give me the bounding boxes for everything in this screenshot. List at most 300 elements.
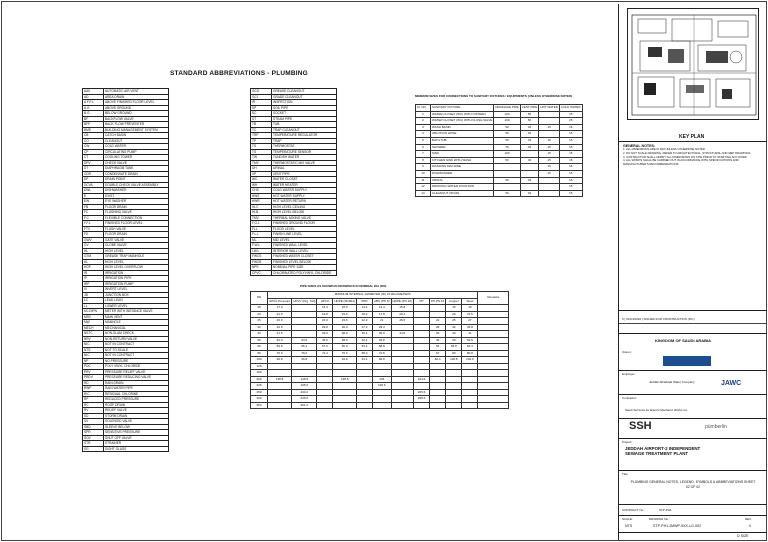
abbreviation-meaning: THERMOSTATIC MIX VALVE	[272, 160, 337, 166]
abbreviation-meaning: NOT IN CONTRACT	[104, 353, 169, 359]
table-cell	[539, 184, 560, 191]
table-cell: 17.8	[372, 311, 391, 318]
abbreviation-meaning: IRRIGATION	[104, 270, 169, 276]
abbreviation-code: STR	[83, 441, 104, 447]
table-cell	[317, 402, 333, 409]
table-cell: 150	[251, 370, 268, 377]
table-cell: CLEANOUT OR MH	[431, 190, 494, 197]
abbreviation-meaning: HIGH LEVEL CEILING	[272, 204, 337, 210]
table-cell: 76.0	[292, 350, 317, 357]
table-cell	[539, 190, 560, 197]
table-cell: 21	[372, 318, 391, 325]
abbreviation-meaning: REDUCED PRESSURE	[104, 397, 169, 403]
abbreviation-code: CW	[83, 144, 104, 150]
table-header-cell: COLD WATER	[559, 105, 582, 112]
page-title: STANDARD ABBREVIATIONS - PLUMBING	[170, 70, 308, 77]
table-cell: 80.8	[462, 350, 478, 357]
table-header-cell: Copper	[446, 298, 462, 305]
abbreviation-code: F.W.L	[251, 243, 272, 249]
abbreviation-code: CHS	[251, 188, 272, 194]
table-cell: 196.6	[372, 383, 391, 390]
table-cell: 8	[416, 157, 431, 164]
key-plan-label: KEY PLAN	[679, 134, 705, 140]
table-cell: 44.5	[391, 331, 414, 338]
abbreviation-code: BMS	[83, 127, 104, 133]
abbreviation-code: GTM	[83, 254, 104, 260]
abbreviation-code: SC	[251, 111, 272, 117]
general-notes-title: GENERAL NOTES:	[623, 144, 656, 148]
general-notes	[623, 144, 761, 167]
table-cell: 72.8	[372, 350, 391, 357]
abbreviation-code: PDC	[83, 364, 104, 370]
abbreviation-code: NSTC	[83, 331, 104, 337]
abbreviation-code: MW	[83, 320, 104, 326]
table-cell: 250	[251, 389, 268, 396]
table-row	[251, 402, 509, 409]
table-cell: 38.0	[333, 331, 357, 338]
table-cell: 50	[494, 124, 520, 131]
abbreviation-code: CO	[83, 138, 104, 144]
abbreviation-meaning: MANHOLE	[104, 320, 169, 326]
abbreviation-meaning: HOT WATER SUPPLY	[272, 193, 337, 199]
table-cell: 22.2	[356, 318, 372, 325]
table-cell: 23.6	[333, 318, 357, 325]
abbreviation-code: MRV	[83, 314, 104, 320]
abbreviation-meaning: FINISHED LEVEL BELOW	[272, 259, 337, 265]
abbreviation-code: GV	[83, 243, 104, 249]
abbreviation-meaning: FINISHED WALL LEVEL	[272, 243, 337, 249]
employer-label: Employer:	[622, 372, 636, 376]
abbreviation-code: VP	[251, 171, 272, 177]
table-cell: 41	[462, 331, 478, 338]
abbreviation-meaning: CATCH BASIN	[104, 133, 169, 139]
abbreviation-meaning: NO PRESSURE	[104, 358, 169, 364]
table-cell: 7	[416, 151, 431, 158]
table-row	[416, 170, 583, 177]
table-cell: 68.0	[356, 350, 372, 357]
abbreviation-code: ST	[251, 116, 272, 122]
table-cell	[539, 118, 560, 125]
abbreviation-meaning: MAIN VENT	[104, 314, 169, 320]
table-cell: 35.4	[356, 331, 372, 338]
table-cell: 15	[559, 151, 582, 158]
table-cell: 50	[520, 118, 539, 125]
table-cell: 50	[494, 137, 520, 144]
table-cell: 22	[430, 318, 446, 325]
table-header-cell: ABS (PN 6)	[373, 298, 390, 303]
abbreviation-meaning: STORM DRAIN	[104, 413, 169, 419]
table-header-cell: Sl. NO.	[416, 105, 431, 112]
abbreviation-meaning: LEAD LEAN	[104, 298, 169, 304]
abbreviation-meaning: INSPECTION	[272, 100, 337, 106]
drawing-number: STP-PH1-JMWP-5XX-LG-002	[653, 524, 702, 528]
abbreviation-code: EW	[83, 199, 104, 205]
abbreviation-code: WH	[251, 182, 272, 188]
general-note-item: 1. ALL DIMENSIONS ARE IN MM UNLESS OTHERWISE NOTED.	[623, 147, 706, 151]
project-name: JEDDAH AIRPORT-2 INDEPENDENT SEWAGE TREATMENT PLANT	[625, 446, 701, 457]
table-header-cell: SANITARY FIXTURE	[431, 105, 494, 112]
table-header-cell: DRAINAGE PIPE	[494, 105, 520, 112]
table-cell: 9	[416, 164, 431, 171]
remarks-header: Remarks	[478, 292, 509, 305]
table-cell: 15	[539, 164, 560, 171]
abbreviation-code: PRV	[83, 369, 104, 375]
abbreviation-meaning: SOLENOID VALVE	[104, 419, 169, 425]
table-cell: 17.0	[268, 305, 292, 312]
table-cell: 13.4	[372, 305, 391, 312]
divider	[619, 532, 767, 533]
abbreviation-code: TB	[251, 122, 272, 128]
table-cell: WATER CLOSET (WC) WITH CISTERN	[431, 111, 494, 118]
revision-line: 0 | 01/04/2020 | ISSUED FOR CONSTRUCTION (IFC)	[622, 317, 695, 321]
table-cell: 35.8	[462, 324, 478, 331]
divider	[619, 515, 767, 516]
owner-label: Owner:	[622, 350, 632, 354]
table-cell: 148.8	[268, 376, 292, 383]
abbreviation-meaning: HIGH LEVEL BELOW	[272, 210, 337, 216]
abbreviation-row	[83, 446, 169, 452]
table-cell: 52.0	[268, 337, 292, 344]
abbreviation-meaning: SOCKET	[272, 111, 337, 117]
table-cell: 125	[251, 363, 268, 370]
abbreviation-meaning: URINAL	[272, 166, 337, 172]
table-cell: 25	[251, 318, 268, 325]
abbreviation-code: IP	[83, 276, 104, 282]
abbreviation-meaning: BELOW GROUND	[104, 111, 169, 117]
fixture-table-title: MINIMUM SIZES FOR CONNECTIONS TO SANITARY FIXTURES / EQUIPMENTS (UNLESS OTHERWISE NOTED)	[415, 94, 573, 98]
abbreviation-meaning: COLD WATER SUPPLY	[272, 188, 337, 194]
abbreviation-meaning: HIGH LEVEL	[104, 248, 169, 254]
table-cell: 15	[559, 184, 582, 191]
table-cell	[539, 131, 560, 138]
abbreviation-meaning: VENT PIPE	[272, 171, 337, 177]
abbreviation-code: HOF	[83, 265, 104, 271]
abbreviation-code: AAV	[83, 89, 104, 95]
divider	[619, 470, 767, 471]
table-cell: ABLUTION HOSE	[431, 131, 494, 138]
table-cell: 25	[559, 118, 582, 125]
abbreviation-meaning: FINISHED FLOOR LEVEL	[104, 221, 169, 227]
abbreviation-code: RC	[83, 402, 104, 408]
table-cell: 15.0	[333, 305, 357, 312]
abbreviation-code: DPV	[83, 160, 104, 166]
table-header-cell: HDPE (PN 10)	[392, 298, 413, 303]
abbreviation-meaning: FINISH LINE LEVEL	[272, 232, 337, 238]
table-cell: 15	[559, 131, 582, 138]
table-cell	[520, 164, 539, 171]
table-header-row	[416, 105, 583, 112]
table-cell: 75	[494, 144, 520, 151]
abbreviation-meaning: GLOBE VALVE	[104, 243, 169, 249]
abbreviation-code: SG	[83, 446, 104, 452]
table-cell	[494, 164, 520, 171]
abbreviation-code: UH	[251, 166, 272, 172]
abbreviation-code: FC	[83, 210, 104, 216]
table-cell: 32	[520, 190, 539, 197]
table-cell: 258.6	[414, 396, 430, 403]
abbreviation-code: HLC	[251, 204, 272, 210]
table-cell: 14.4	[356, 305, 372, 312]
contract-number: STP-PH1	[659, 508, 672, 512]
table-cell: 205.6	[414, 389, 430, 396]
table-cell: KITCHEN SINK WITH WASH	[431, 157, 494, 164]
abbreviation-code: E	[83, 193, 104, 199]
abbreviation-code: BF	[83, 116, 104, 122]
abbreviation-code: JB	[83, 292, 104, 298]
abbreviation-code: TW	[251, 155, 272, 161]
divider	[619, 394, 767, 395]
table-cell: 11	[416, 177, 431, 184]
abbreviation-code: RIC	[83, 391, 104, 397]
table-row	[416, 184, 583, 191]
partner-logo: pümberlin	[705, 424, 727, 430]
table-row	[416, 157, 583, 164]
abbreviation-meaning: IRRIGATION PUMP	[104, 281, 169, 287]
table-cell: 40	[251, 331, 268, 338]
table-cell: 16	[462, 305, 478, 312]
abbreviation-meaning: NON-RETURN VALVE	[104, 336, 169, 342]
abbreviation-code: CDR	[83, 171, 104, 177]
table-cell: 76.0	[333, 350, 357, 357]
abbreviation-meaning: INTERIOR WALL LEVEL	[272, 248, 337, 254]
abbreviation-meaning: NOT TO SCALE	[104, 347, 169, 353]
abbreviation-meaning: TRAP CLEANOUT	[272, 127, 337, 133]
abbreviation-meaning: FLOOR DRAIN	[104, 232, 169, 238]
table-cell: 50	[251, 337, 268, 344]
table-cell: 243.2	[292, 389, 317, 396]
table-cell	[333, 402, 357, 409]
table-cell: 6	[416, 144, 431, 151]
abbreviation-code: MECH	[83, 325, 104, 331]
table-cell: 76.0	[268, 350, 292, 357]
abbreviation-meaning: THERMOSTAT	[272, 144, 337, 150]
abbreviation-meaning: RAIN WATER PIPE	[104, 386, 169, 392]
abbreviation-meaning: ABOVE FINISHED FLOOR LEVEL	[104, 100, 169, 106]
abbreviation-meaning: JUNCTION BOX	[104, 292, 169, 298]
table-cell: 301.2	[292, 402, 317, 409]
table-cell: 80	[251, 350, 268, 357]
general-note-item: 4. ALL WORKS SHALL BE CARRIED OUT IN ACCORDANCE WITH SPECIFICATIONS AND	[623, 158, 739, 163]
table-cell: 32	[520, 177, 539, 184]
table-cell: 15.4	[317, 305, 333, 312]
abbreviation-code: F.G.L	[251, 221, 272, 227]
abbreviation-code: LL	[83, 303, 104, 309]
abbreviation-code: DP	[83, 177, 104, 183]
table-cell: 15	[539, 124, 560, 131]
table-cell: 50	[494, 177, 520, 184]
table-cell: 300	[251, 396, 268, 403]
abbreviation-code: A.G	[83, 105, 104, 111]
abbreviation-meaning: HIGH LEVEL	[104, 259, 169, 265]
abbreviation-code: HLB	[251, 210, 272, 216]
abbreviation-code: FWCS	[251, 254, 272, 260]
ssh-logo: SSH	[629, 420, 652, 432]
abbreviation-code: RWP	[83, 386, 104, 392]
abbreviation-code: A.F.F.L	[83, 100, 104, 106]
table-cell: 53.4	[356, 344, 372, 351]
title-label: Title:	[622, 472, 629, 476]
table-cell: 48.0	[333, 337, 357, 344]
table-row	[416, 177, 583, 184]
abbreviation-code: DCVA	[83, 182, 104, 188]
table-cell: 149.8	[292, 376, 317, 383]
table-cell: 96.8	[372, 357, 391, 364]
table-cell: 65.4	[292, 344, 317, 351]
abbreviation-meaning: CLEANOUT	[104, 138, 169, 144]
abbreviation-meaning: WATER HEATER	[272, 182, 337, 188]
abbreviation-code: RP	[83, 397, 104, 403]
table-cell: 4	[416, 131, 431, 138]
table-cell: 46.6	[317, 337, 333, 344]
table-header-cell: HOT WATER	[539, 105, 560, 112]
table-cell: 32	[520, 131, 539, 138]
table-cell: SINK	[431, 151, 494, 158]
table-header-row	[251, 298, 509, 305]
abbreviation-code: CP	[83, 149, 104, 155]
project-label: Project:	[622, 440, 633, 444]
abbreviation-meaning: PRESSURE REDUCING VALVE	[104, 375, 169, 381]
general-note-item: MANUFACTURER'S RECOMMENDATIONS.	[623, 162, 680, 167]
divider	[619, 504, 767, 505]
table-cell: 65.8	[446, 344, 462, 351]
scale-value: NTS	[625, 524, 633, 528]
abbreviation-meaning: FINISHED GROUND FLOOR	[272, 221, 337, 227]
table-cell: 32	[251, 324, 268, 331]
divider	[619, 418, 767, 419]
table-cell: 2	[416, 118, 431, 125]
abbreviation-meaning: TRAP	[272, 138, 337, 144]
table-cell: 104.3	[462, 357, 478, 364]
abbreviation-code: TMV	[251, 160, 272, 166]
abbreviation-meaning: NON-SLAM CHECK	[104, 331, 169, 337]
abbreviation-meaning: STEAM PIPE	[272, 116, 337, 122]
table-row	[416, 131, 583, 138]
table-cell	[430, 402, 446, 409]
abbreviation-code: FWCB	[251, 259, 272, 265]
table-cell: 19.8	[317, 311, 333, 318]
table-cell: 28	[430, 324, 446, 331]
table-cell: WATER CLOSET (WC) WITH FLUSH VALVE	[431, 118, 494, 125]
table-cell: 225	[251, 383, 268, 390]
employer-name: Jeddah Alhaddad Water Company	[649, 380, 695, 384]
title-block	[618, 4, 767, 540]
table-cell: 15	[559, 190, 582, 197]
table-cell: 148.8	[333, 376, 357, 383]
abbreviation-code: SBD	[83, 424, 104, 430]
table-cell: 32	[446, 324, 462, 331]
key-plan-drawing	[628, 9, 760, 121]
table-cell: 15	[559, 137, 582, 144]
abbreviation-meaning: COOLING TOWER	[104, 155, 169, 161]
abbreviation-meaning: FLOOD LEVEL	[272, 226, 337, 232]
abbreviation-meaning: AUTOMATIC AIR VENT	[104, 89, 169, 95]
table-cell: 12	[416, 184, 431, 191]
abbreviation-code: WC	[251, 177, 272, 183]
abbreviation-meaning: BACKFLOW VALVE	[104, 116, 169, 122]
abbreviation-code: GCI	[251, 94, 272, 100]
table-header-cell: PP	[414, 298, 430, 305]
table-cell: WASH BASIN	[431, 124, 494, 131]
table-cell: 91.4	[356, 357, 372, 364]
employer-logo: JAWC	[721, 380, 742, 387]
abbreviation-meaning: FLEXIBLE CONNECTION	[104, 215, 169, 221]
abbreviation-meaning: IRRIGATION PIPE	[104, 276, 169, 282]
abbreviation-meaning: ROOF DRAIN	[104, 402, 169, 408]
table-cell: 32	[520, 157, 539, 164]
divider	[619, 141, 767, 142]
fixture-sizes-table	[415, 104, 583, 197]
abbreviation-code: F.F.L	[83, 221, 104, 227]
abbreviation-meaning: FINISHED WATER CLOSET	[272, 254, 337, 260]
table-cell: 42.4	[356, 337, 372, 344]
abbreviation-code: TRP	[251, 133, 272, 139]
table-cell: 40	[446, 331, 462, 338]
table-cell: 100	[251, 357, 268, 364]
abbreviation-meaning: METER WITH INSTANCE VALVE	[104, 309, 169, 315]
abbreviation-meaning: LOWER LEVEL	[104, 303, 169, 309]
table-cell: 15	[539, 144, 560, 151]
subheader: MINIMUM INTERNAL DIAMETER (ID) IN MILLIMETERS	[268, 292, 478, 299]
abbreviation-meaning: DOUBLE CHECK VALVE ASSEMBLY	[104, 182, 169, 188]
abbreviation-meaning: GATE VALVE	[104, 237, 169, 243]
table-cell: 146	[372, 376, 391, 383]
abbreviation-code: FD	[83, 232, 104, 238]
table-cell: 15	[559, 170, 582, 177]
table-cell: 15	[539, 157, 560, 164]
table-cell: 96.8	[292, 357, 317, 364]
abbreviation-code: AD	[83, 94, 104, 100]
divider	[619, 370, 767, 371]
abbreviation-code: DT	[83, 166, 104, 172]
abbreviation-code: HL	[83, 248, 104, 254]
rev-label: REV.	[745, 517, 752, 521]
table-cell: 66.3	[462, 344, 478, 351]
abbreviation-meaning: MID LEVEL	[272, 237, 337, 243]
abbreviation-code: LC	[83, 298, 104, 304]
abbreviation-code: FTV	[83, 226, 104, 232]
table-cell	[520, 170, 539, 177]
abbreviation-meaning: DIAPHRAGM TANK	[104, 166, 169, 172]
table-cell	[462, 402, 478, 409]
dn-header: DN	[251, 292, 268, 305]
table-cell: 15	[559, 164, 582, 171]
abbreviation-meaning: SLEEVE BELOW	[104, 424, 169, 430]
abbreviation-code: SOV	[83, 435, 104, 441]
abbreviation-meaning: TUNDISH WATER	[272, 155, 337, 161]
abbreviation-meaning: CHECK VALVE	[104, 160, 169, 166]
table-cell: 25	[446, 318, 462, 325]
table-cell: 15	[446, 305, 462, 312]
abbreviation-meaning: GREASE CLEANOUT	[272, 89, 337, 95]
table-row	[416, 164, 583, 171]
abbreviation-meaning: TEMPERATURE REGULATOR	[272, 133, 337, 139]
size-label: D SIZE	[737, 534, 749, 538]
abbreviation-code: SV	[83, 419, 104, 425]
abbreviation-meaning: CONDENSATE DRAIN	[104, 171, 169, 177]
table-cell: 39.0	[317, 331, 333, 338]
abbreviation-meaning: COLD WATER	[104, 144, 169, 150]
abbreviation-code: RD	[83, 380, 104, 386]
abbreviation-code: M.I.DIPN	[83, 309, 104, 315]
table-cell: 32	[520, 144, 539, 151]
abbreviation-code: NRV	[83, 336, 104, 342]
table-cell: 35.0	[372, 331, 391, 338]
table-cell: 100	[494, 111, 520, 118]
table-cell: SHOWER	[431, 144, 494, 151]
abbreviation-row	[251, 270, 337, 276]
table-cell: 54	[430, 344, 446, 351]
table-cell: 50	[494, 157, 520, 164]
